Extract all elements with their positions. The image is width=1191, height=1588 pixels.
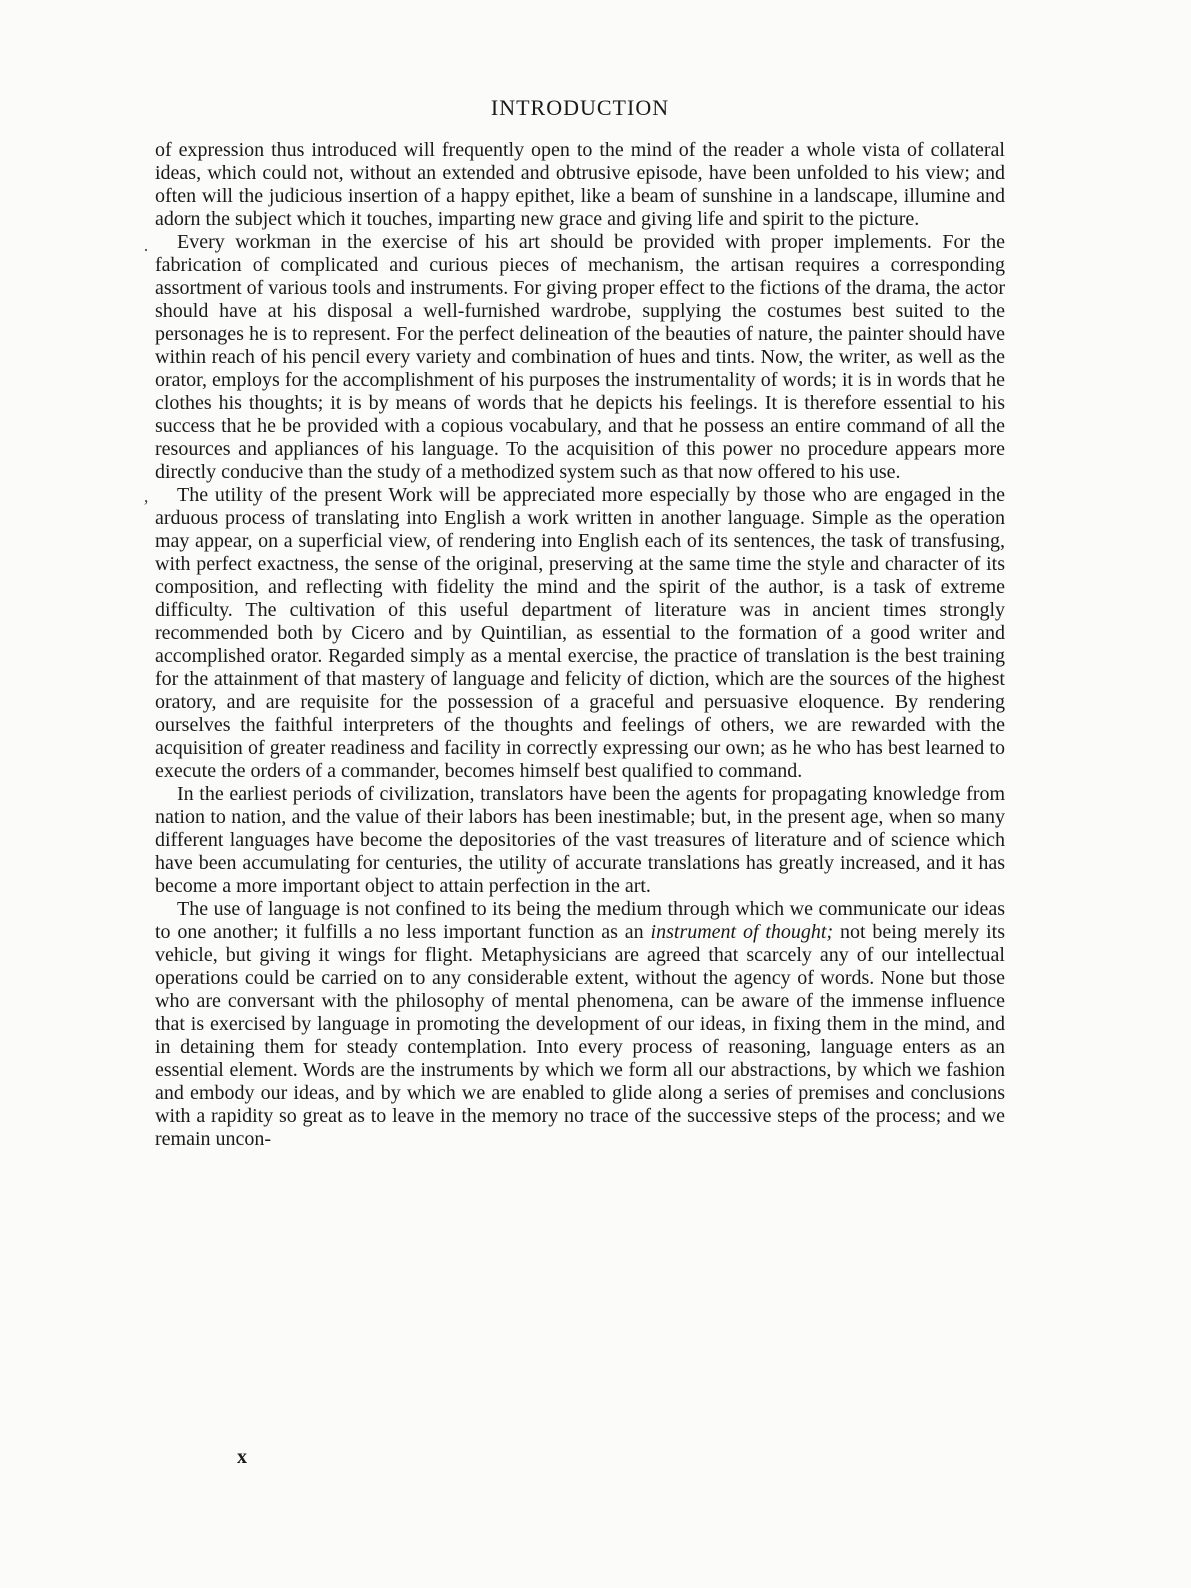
margin-mark-icon: ʼ bbox=[143, 496, 149, 516]
paragraph bbox=[155, 898, 1005, 1151]
emphasized-phrase: instrument of thought; bbox=[650, 921, 834, 943]
paragraph: of expression thus introduced will frequently open to the mind of the reader a whole vista of collateral ideas, which could not, without an extended and obtrusive episode, have been unfolded to his view; and often will the judicious insertion of a happy epithet, like a beam of sunshine in a landscape, illumine and adorn the subject which it touches, imparting new grace and giving life and spirit to the picture. bbox=[155, 139, 1005, 230]
paragraph: Every workman in the exercise of his art should be provided with proper implements. For the fabrication of complicated and curious pieces of mechanism, the artisan requires a corresponding assortment of various tools and instruments. For giving proper effect to the fictions of the drama, the actor should have at his disposal a well-furnished wardrobe, supplying the costumes best suited to the personages he is to represent. For the perfect delineation of the beauties of nature, the painter should have within reach of his pencil every variety and combination of hues and tints. Now, the writer, as well as the orator, employs for the accomplishment of his purposes the instrumentality of words; it is in words that he clothes his thoughts; it is by means of words that he depicts his feelings. It is therefore essential to his success that he be provided with a copious vocabulary, and that he possess an entire command of all the resources and appliances of his language. To the acquisition of this power no procedure appears more directly conducive than the study of a methodized system such as that now offered to his use. bbox=[155, 231, 1005, 483]
page-content bbox=[155, 95, 1005, 1151]
body-text bbox=[155, 139, 1005, 1151]
paragraph: In the earliest periods of civilization, translators have been the agents for propagating knowledge from nation to nation, and the value of their labors has been inestimable; but, in the present age, when so many different languages have become the depositories of the vast treasures of literature and of science which have been accumulating for centuries, the utility of accurate translations has greatly increased, and it has become a more important object to attain perfection in the art. bbox=[155, 783, 1005, 897]
paragraph-text: The use of language is not confined to its being the medium through which we communicate our ideas to one another; it fulfills a no less important function as an bbox=[155, 898, 1005, 943]
page-number: x bbox=[237, 1446, 247, 1468]
paragraph: The utility of the present Work will be appreciated more especially by those who are engaged in the arduous process of translating into English a work written in another language. Simple as the operation may appear, on a superficial view, of rendering into English each of its sentences, the task of transfusing, with perfect exactness, the sense of the original, preserving at the same time the style and character of its composition, and reflecting with fidelity the mind and the spirit of the author, is a task of extreme difficulty. The cultivation of this useful department of literature was in ancient times strongly recommended both by Cicero and by Quintilian, as essential to the formation of a good writer and accomplished orator. Regarded simply as a mental exercise, the practice of translation is the best training for the attainment of that mastery of language and felicity of diction, which are the sources of the highest oratory, and are requisite for the possession of a graceful and persuasive eloquence. By rendering ourselves the faithful interpreters of the thoughts and feelings of others, we are rewarded with the acquisition of greater readiness and facility in correctly expressing our own; as he who has best learned to execute the orders of a commander, becomes himself best qualified to command. bbox=[155, 484, 1005, 782]
paragraph-text: not being merely its vehicle, but giving it wings for flight. Metaphysicians are agreed that scarcely any of our intellectual operations could be carried on to any considerable extent, without the agency of words. None but those who are conversant with the philosophy of mental phenomena, can be aware of the immense influence that is exercised by language in promoting the development of our ideas, in fixing them in the mind, and in detaining them for steady contemplation. Into every process of reasoning, language enters as an essential element. Words are the instruments by which we form all our abstractions, by which we fashion and embody our ideas, and by which we are enabled to glide along a series of premises and conclusions with a rapidity so great as to leave in the memory no trace of the successive steps of the process; and we remain uncon- bbox=[155, 921, 1006, 1150]
margin-mark-icon: · bbox=[143, 240, 149, 260]
running-head: INTRODUCTION bbox=[490, 95, 670, 120]
